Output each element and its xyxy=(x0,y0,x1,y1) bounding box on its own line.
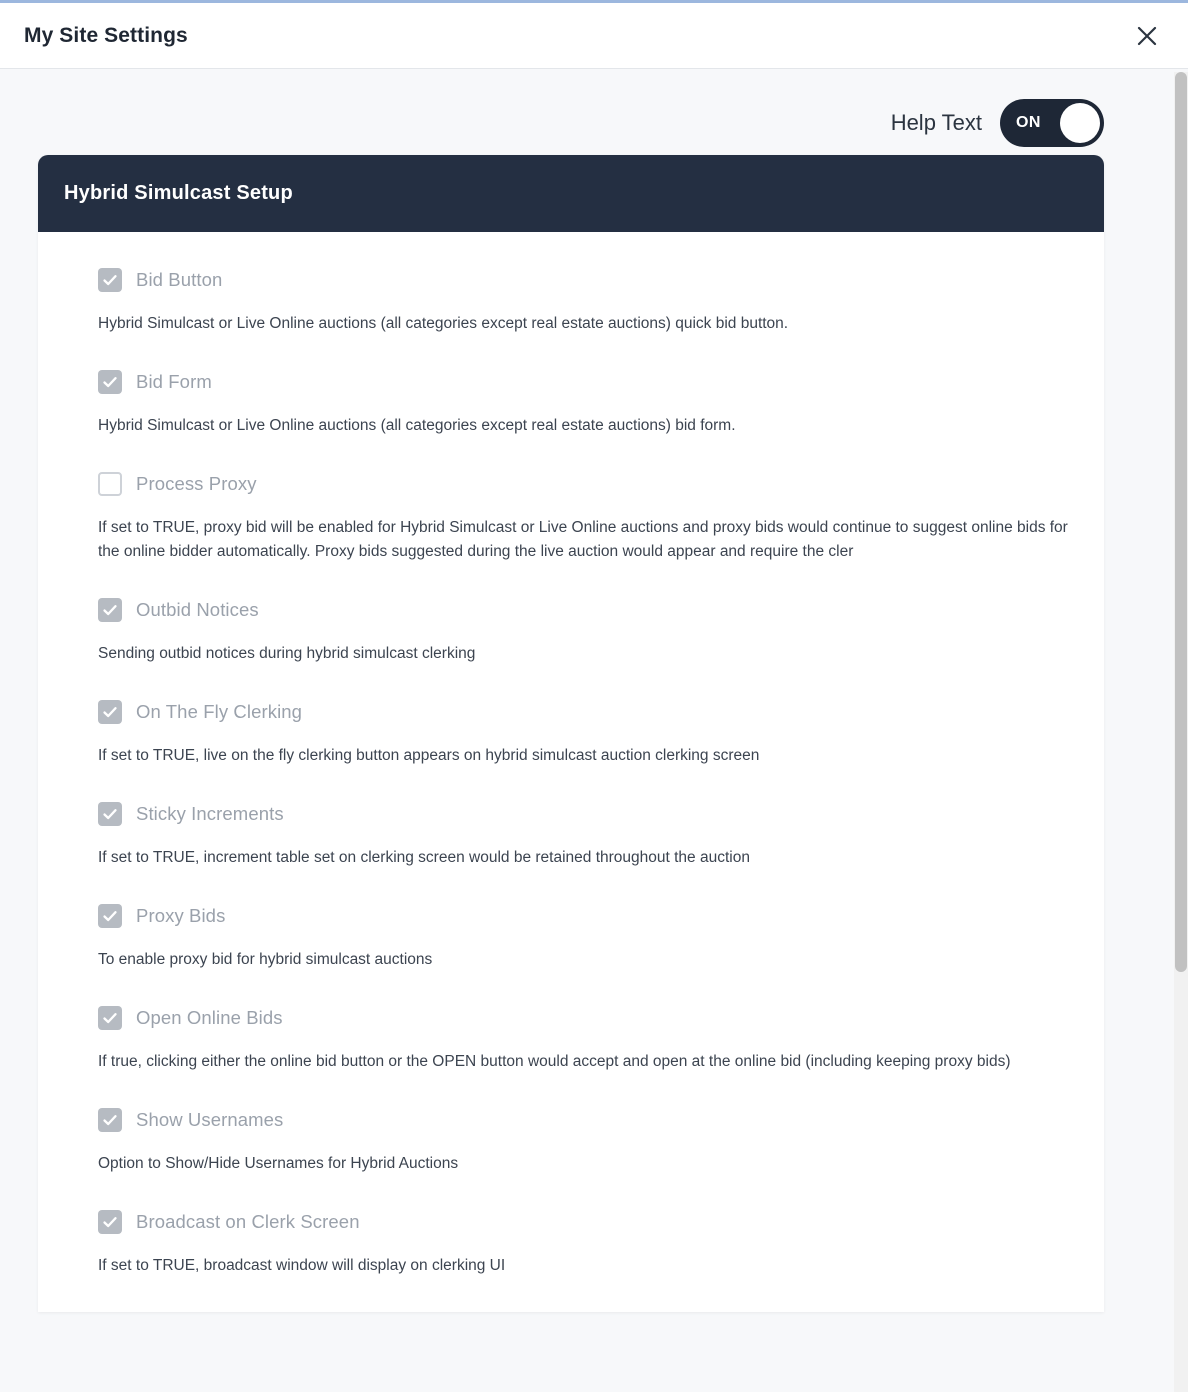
checkbox-proxy-bids[interactable] xyxy=(98,904,122,928)
setting-item xyxy=(60,998,1082,1100)
setting-label: Open Online Bids xyxy=(136,1007,283,1029)
setting-label: Broadcast on Clerk Screen xyxy=(136,1211,360,1233)
setting-label: Process Proxy xyxy=(136,473,257,495)
setting-row xyxy=(60,692,1082,732)
setting-item xyxy=(60,464,1082,590)
help-text-toggle-state: ON xyxy=(1016,114,1041,131)
help-text-toggle[interactable] xyxy=(1000,99,1104,147)
checkbox-sticky-increments[interactable] xyxy=(98,802,122,826)
setting-label: Bid Form xyxy=(136,371,212,393)
setting-description: Hybrid Simulcast or Live Online auctions (all categories except real estate auctions) bid form. xyxy=(98,417,736,435)
setting-label: Sticky Increments xyxy=(136,803,284,825)
setting-label: Bid Button xyxy=(136,269,223,290)
toggle-knob xyxy=(1060,103,1100,143)
setting-item xyxy=(60,1202,1082,1304)
setting-row xyxy=(60,1202,1082,1242)
setting-description: If set to TRUE, increment table set on clerking screen would be retained throughout the auction xyxy=(98,849,750,867)
checkbox-bid-button[interactable] xyxy=(98,268,122,292)
setting-row xyxy=(60,464,1082,504)
setting-row xyxy=(60,590,1082,630)
checkbox-open-online-bids[interactable] xyxy=(98,1006,122,1030)
checkbox-on-the-fly-clerking[interactable] xyxy=(98,700,122,724)
setting-label: Outbid Notices xyxy=(136,599,259,621)
setting-row xyxy=(60,794,1082,834)
setting-description: Hybrid Simulcast or Live Online auctions (all categories except real estate auctions) quick bid button. xyxy=(98,315,789,332)
help-text-label: Help Text xyxy=(890,110,982,135)
vertical-scrollbar[interactable] xyxy=(1174,72,1188,1392)
card-header-title: Hybrid Simulcast Setup xyxy=(38,155,1104,232)
setting-item xyxy=(60,896,1082,998)
help-text-row xyxy=(0,69,1188,155)
close-icon[interactable] xyxy=(1130,19,1164,53)
setting-description: Sending outbid notices during hybrid simulcast clerking xyxy=(98,645,476,663)
setting-description: If set to TRUE, broadcast window will display on clerking UI xyxy=(98,1257,506,1275)
setting-label: Show Usernames xyxy=(136,1109,284,1131)
setting-label: On The Fly Clerking xyxy=(136,701,303,723)
setting-item xyxy=(60,590,1082,692)
setting-row xyxy=(60,1100,1082,1140)
setting-description: Option to Show/Hide Usernames for Hybrid Auctions xyxy=(98,1155,459,1173)
setting-row xyxy=(60,998,1082,1038)
checkbox-show-usernames[interactable] xyxy=(98,1108,122,1132)
settings-list xyxy=(38,232,1104,1312)
scrollbar-thumb[interactable] xyxy=(1175,72,1187,972)
checkbox-process-proxy[interactable] xyxy=(98,472,122,496)
checkbox-outbid-notices[interactable] xyxy=(98,598,122,622)
settings-content xyxy=(0,69,1188,1392)
setting-row xyxy=(60,896,1082,936)
setting-item xyxy=(60,362,1082,464)
page-title: My Site Settings xyxy=(24,23,188,47)
setting-description: If set to TRUE, proxy bid will be enabled for Hybrid Simulcast or Live Online auctions and proxy bids would continue to suggest online bids for the online bidder automatically. Proxy bids suggested during the live auction would appear and require the cler xyxy=(98,519,1068,561)
setting-item xyxy=(60,260,1082,362)
setting-row xyxy=(60,362,1082,402)
window-titlebar xyxy=(0,3,1188,69)
setting-description: If true, clicking either the online bid button or the OPEN button would accept and open at the online bid (including keeping proxy bids) xyxy=(98,1053,1011,1071)
setting-label: Proxy Bids xyxy=(136,905,226,927)
setting-row xyxy=(60,260,1082,300)
setting-item xyxy=(60,794,1082,896)
setting-item xyxy=(60,692,1082,794)
setting-description: If set to TRUE, live on the fly clerking button appears on hybrid simulcast auction clerking screen xyxy=(98,747,760,765)
setting-description: To enable proxy bid for hybrid simulcast auctions xyxy=(98,951,433,969)
checkbox-broadcast-on-clerk-screen[interactable] xyxy=(98,1210,122,1234)
checkbox-bid-form[interactable] xyxy=(98,370,122,394)
hybrid-simulcast-card xyxy=(38,155,1104,1312)
setting-item xyxy=(60,1100,1082,1202)
